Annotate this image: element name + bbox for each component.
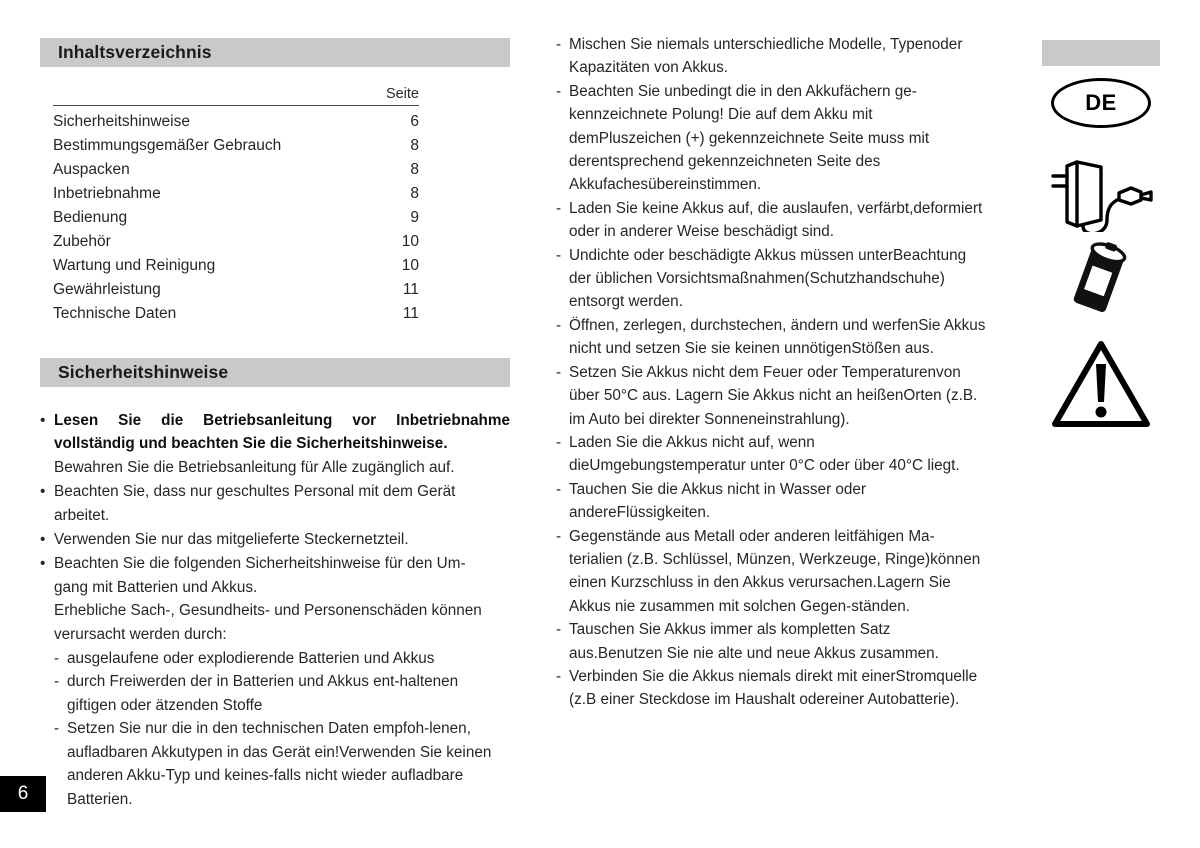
- text-line: vollständig und beachten Sie die Sicherheitshinweise.: [54, 435, 448, 453]
- toc-entry-label: Bedienung: [53, 209, 128, 226]
- text-line: kennzeichnete Polung! Die auf dem Akku mit dem: [569, 106, 873, 147]
- language-badge-de: [1051, 78, 1151, 128]
- text-line: ständen.: [851, 597, 910, 615]
- safety-sub-list: [54, 647, 510, 811]
- text-line: übereinstimmen.: [648, 176, 762, 194]
- table-of-contents: [53, 86, 419, 326]
- dash-marker: -: [556, 667, 562, 685]
- text-line: Tauschen Sie Akkus immer als kompletten Satz aus.: [569, 621, 891, 662]
- list-item-text: [569, 525, 986, 619]
- page-number-label: 6: [17, 783, 29, 804]
- safety-sub-item: [54, 670, 510, 717]
- safety-heading: Sicherheitshinweise: [58, 362, 229, 382]
- toc-entry[interactable]: [53, 134, 419, 158]
- dash-marker: -: [556, 316, 562, 334]
- text-line: arbeitet.: [54, 506, 110, 524]
- dash-marker: -: [54, 650, 60, 668]
- toc-entry[interactable]: [53, 278, 419, 302]
- safety-heading-bar: [40, 358, 510, 387]
- text-line: Stößen aus.: [851, 340, 934, 358]
- text-line: Öffnen, zerlegen, durchstechen, ändern und werfen: [569, 316, 919, 334]
- sidebar: [1042, 40, 1160, 434]
- list-item-text: [54, 409, 510, 479]
- text-line: (Schutzhandschuhe) entsorgt werden.: [569, 270, 945, 311]
- bullet-marker: •: [40, 483, 46, 501]
- text-line: Benutzen Sie nie alte und neue Akkus zusammen.: [597, 644, 939, 662]
- dash-marker: -: [54, 673, 60, 691]
- list-item-text: [54, 552, 510, 646]
- language-badge-label: DE: [1085, 90, 1117, 115]
- list-item-text: [569, 197, 986, 244]
- toc-entry-page: 8: [410, 161, 419, 178]
- sidebar-gray-bar: [1042, 40, 1160, 66]
- bullet-marker: •: [40, 555, 46, 573]
- text-line: Beachten Sie die folgenden Sicherheitshinweise für den Um-: [54, 555, 466, 573]
- toc-heading: Inhaltsverzeichnis: [58, 42, 212, 62]
- right-column-item: [556, 33, 986, 80]
- text-line: Beachtung der üblichen Vorsichtsmaßnahmen: [569, 246, 967, 288]
- toc-entry-label: Wartung und Reinigung: [53, 257, 216, 274]
- safety-bullet-list: [40, 409, 510, 811]
- right-column-item: [556, 197, 986, 244]
- toc-entry-page: 8: [410, 137, 419, 154]
- dash-marker: -: [556, 480, 562, 498]
- text-line: Orten (z.B. im Auto bei direkter Sonneneinstrahlung).: [569, 387, 978, 428]
- text-line: Erhebliche Sach-, Gesundheits- und Personenschäden können: [54, 602, 482, 620]
- toc-entry-page: 10: [401, 257, 419, 274]
- safety-sub-item: [54, 717, 510, 811]
- right-column-item: [556, 244, 986, 314]
- text-line: Lesen Sie die Betriebsanleitung vor Inbetriebnahme: [54, 412, 510, 429]
- toc-entry[interactable]: [53, 182, 419, 206]
- list-item-text: [569, 314, 986, 361]
- dash-marker: -: [556, 199, 562, 217]
- safety-heading-wrap: [40, 358, 510, 387]
- warning-triangle-icon: [1042, 334, 1160, 434]
- list-item-text: [54, 528, 510, 551]
- toc-entry-label: Auspacken: [53, 161, 130, 178]
- text-line: Beachten Sie unbedingt die in den Akkufächern ge-: [569, 82, 917, 100]
- safety-bullet-item: [40, 409, 510, 479]
- text-line: entsprechend gekennzeichneten Seite des Akkufaches: [569, 153, 881, 194]
- list-item-text: [569, 431, 986, 478]
- dash-marker: -: [556, 82, 562, 100]
- safety-bullet-item: [40, 480, 510, 527]
- list-item-text: [569, 665, 986, 712]
- toc-column-header-row: [53, 86, 419, 105]
- toc-entry[interactable]: [53, 254, 419, 278]
- text-line: Flüssigkeiten.: [616, 504, 711, 522]
- dash-marker: -: [556, 433, 562, 451]
- toc-column-header-seite: Seite: [385, 86, 419, 102]
- toc-entry-page: 11: [402, 281, 419, 298]
- text-line: Verwenden Sie keinen anderen Akku-Typ und keines-: [67, 743, 492, 785]
- safety-bullet-item: [40, 552, 510, 646]
- list-item-text: [569, 361, 986, 431]
- toc-divider: [53, 105, 419, 106]
- text-line: Umgebungstemperatur unter 0°C oder über 40°C liegt.: [589, 457, 960, 475]
- text-line: Stromquelle (z.B einer Steckdose im Haushalt oder: [569, 667, 978, 709]
- text-line: terialien (z.B. Schlüssel, Münzen, Werkzeuge, Ringe): [569, 550, 931, 568]
- toc-entry[interactable]: [53, 206, 419, 230]
- text-line: ausgelaufene oder explodierende Batterien und Akkus: [67, 650, 435, 668]
- toc-entry-label: Gewährleistung: [53, 281, 161, 298]
- toc-entry-label: Sicherheitshinweise: [53, 113, 190, 130]
- toc-entry-label: Inbetriebnahme: [53, 185, 161, 202]
- toc-entry-page: 6: [410, 113, 419, 130]
- text-line: Mischen Sie niemals unterschiedliche Modelle, Typen: [569, 36, 932, 53]
- toc-entry-page: 9: [410, 209, 419, 226]
- text-line: lenen, aufladbaren Akkutypen in das Gerät ein!: [67, 720, 471, 761]
- list-item-text: [569, 33, 986, 80]
- list-item-text: [54, 480, 510, 527]
- toc-entry[interactable]: [53, 302, 419, 326]
- right-column-item: [556, 361, 986, 431]
- text-line: Tauchen Sie die Akkus nicht in Wasser oder andere: [569, 480, 867, 522]
- toc-entry-page: 10: [401, 233, 419, 250]
- text-line: Undichte oder beschädigte Akkus müssen unter: [569, 246, 893, 264]
- text-line: Setzen Sie Akkus nicht dem Feuer oder Temperaturen: [569, 363, 937, 381]
- text-line: Sie Akkus nicht und setzen Sie sie keinen unnötigen: [569, 316, 986, 358]
- list-item-text: [569, 80, 986, 197]
- toc-heading-bar: [40, 38, 510, 67]
- right-column-item: [556, 431, 986, 478]
- toc-entry-page: 8: [410, 185, 419, 202]
- text-line: Gegenstände aus Metall oder anderen leitfähigen Ma-: [569, 527, 935, 545]
- right-column: [556, 33, 986, 712]
- right-column-item: [556, 80, 986, 197]
- text-line: Laden Sie die Akkus nicht auf, wenn die: [569, 433, 815, 475]
- toc-entry[interactable]: [53, 230, 419, 254]
- text-line: Laden Sie keine Akkus auf, die auslaufen, verfärbt,: [569, 199, 914, 217]
- toc-entry-label: Zubehör: [53, 233, 111, 250]
- text-line: falls nicht wieder aufladbare Batterien.: [67, 767, 464, 808]
- text-line: Setzen Sie nur die in den technischen Daten empfoh-: [67, 720, 430, 738]
- toc-entry[interactable]: [53, 158, 419, 182]
- page-number-badge: [0, 776, 46, 812]
- text-line: können einen Kurzschluss in den Akkus verursachen.: [569, 550, 981, 592]
- toc-rows: [53, 110, 419, 326]
- right-column-item: [556, 314, 986, 361]
- text-line: Verbinden Sie die Akkus niemals direkt mit einer: [569, 667, 896, 685]
- text-line: Beachten Sie, dass nur geschultes Personal mit dem Gerät: [54, 483, 456, 501]
- safety-sub-item: [54, 647, 510, 670]
- text-line: Lagern Sie Akkus nie zusammen mit solchen Gegen-: [569, 574, 951, 615]
- toc-entry-label: Technische Daten: [53, 305, 177, 322]
- dash-marker: -: [54, 720, 60, 738]
- text-line: haltenen giftigen oder ätzenden Stoffe: [67, 673, 459, 714]
- text-line: verursacht werden durch:: [54, 625, 227, 643]
- right-column-item: [556, 478, 986, 525]
- text-line: deformiert oder in anderer Weise beschädigt sind.: [569, 199, 983, 241]
- list-item-text: [569, 244, 986, 314]
- dash-marker: -: [556, 621, 562, 639]
- text-line: gang mit Batterien und Akkus.: [54, 578, 258, 596]
- dash-marker: -: [556, 363, 562, 381]
- text-line: von über 50°C aus. Lagern Sie Akkus nicht an heißen: [569, 363, 961, 405]
- list-item-text: [569, 478, 986, 525]
- text-line: Verwenden Sie nur das mitgelieferte Steckernetzteil.: [54, 531, 409, 549]
- toc-entry[interactable]: [53, 110, 419, 134]
- left-column: [40, 38, 510, 811]
- bullet-marker: •: [40, 531, 46, 549]
- text-line: oder Kapazitäten von Akkus.: [569, 36, 963, 77]
- right-column-item: [556, 665, 986, 712]
- toc-entry-page: 11: [402, 305, 419, 322]
- list-item-text: [67, 717, 510, 811]
- list-item-text: [67, 647, 510, 670]
- list-item-text: [569, 618, 986, 665]
- bullet-marker: •: [40, 412, 46, 429]
- text-line: Pluszeichen (+) gekennzeichnete Seite muss mit der: [569, 129, 930, 171]
- safety-bullet-item: [40, 528, 510, 551]
- list-item-text: [67, 670, 510, 717]
- power-adapter-icon: [1042, 150, 1160, 234]
- right-column-item: [556, 618, 986, 665]
- battery-icon: [1042, 240, 1160, 324]
- text-line: Bewahren Sie die Betriebsanleitung für Alle zugänglich auf.: [54, 458, 455, 476]
- right-column-item: [556, 525, 986, 619]
- dash-marker: -: [556, 246, 562, 264]
- toc-entry-label: Bestimmungsgemäßer Gebrauch: [53, 137, 282, 154]
- text-line: einer Autobatterie).: [830, 691, 960, 709]
- dash-marker: -: [556, 36, 562, 53]
- dash-marker: -: [556, 527, 562, 545]
- text-line: durch Freiwerden der in Batterien und Akkus ent-: [67, 673, 400, 691]
